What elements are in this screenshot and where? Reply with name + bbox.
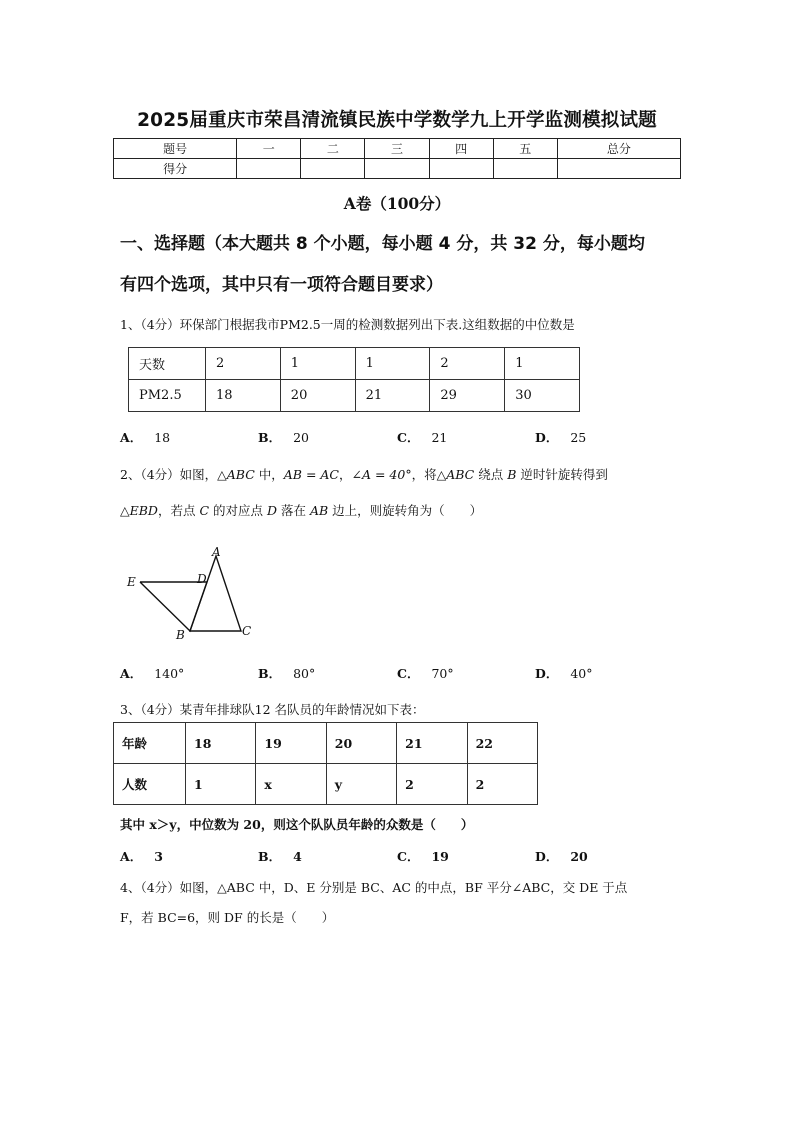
- label-e: E: [127, 575, 136, 589]
- option-label: A．: [120, 666, 143, 681]
- label-a: A: [212, 545, 221, 559]
- q2-text: 落在: [277, 503, 310, 518]
- score-cell: [301, 159, 365, 179]
- part1-heading-line2: 有四个选项，其中只有一项符合题目要求）: [120, 275, 443, 295]
- option-label: C．: [397, 849, 420, 864]
- option-value: 3: [154, 849, 163, 864]
- option-value: 40°: [570, 666, 593, 681]
- score-header-cell: 总分: [557, 139, 680, 159]
- q1-option-c: [397, 428, 447, 446]
- q2-text: 边上，则旋转角为（ ）: [328, 503, 483, 518]
- score-header-row: [114, 139, 681, 159]
- q2-line1: [120, 465, 608, 483]
- q3-cell: 20: [326, 723, 396, 764]
- option-label: D．: [535, 430, 559, 445]
- score-row-label: 得分: [114, 159, 237, 179]
- q3-option-d: [535, 847, 588, 865]
- option-value: 20: [293, 430, 309, 445]
- q2-text: ，若点: [157, 503, 200, 518]
- q2-text: 2、（4分）如图，: [120, 467, 218, 482]
- q3-cell: 18: [186, 723, 256, 764]
- q2-math: B: [507, 467, 517, 482]
- q2-option-a: [120, 664, 184, 682]
- label-d: D: [197, 572, 207, 586]
- exam-title: 2025届重庆市荣昌清流镇民族中学数学九上开学监测模拟试题: [137, 110, 657, 131]
- q1-cell: PM2.5: [129, 380, 206, 412]
- option-value: 70°: [431, 666, 454, 681]
- q2-text: 中，: [254, 467, 284, 482]
- option-label: A．: [120, 430, 143, 445]
- score-header-cell: 题号: [114, 139, 237, 159]
- option-label: C．: [397, 430, 420, 445]
- option-label: A．: [120, 849, 143, 864]
- score-cell: [557, 159, 680, 179]
- option-value: 19: [431, 849, 449, 864]
- q1-cell: 29: [430, 380, 505, 412]
- score-header-cell: 四: [429, 139, 493, 159]
- q2-text: 逆时针旋转得到: [516, 467, 608, 482]
- option-value: 140°: [154, 666, 185, 681]
- q1-cell: 1: [505, 348, 580, 380]
- q2-math: AB = AC: [283, 467, 339, 482]
- q2-line2: [120, 501, 482, 519]
- option-label: D．: [535, 666, 559, 681]
- q1-option-b: [258, 428, 309, 446]
- q2-text: 绕点: [474, 467, 508, 482]
- q3-cell: 22: [467, 723, 537, 764]
- q3-cell: 21: [397, 723, 467, 764]
- q4-line1: 4、（4分）如图，△ABC 中，D、E 分别是 BC、AC 的中点，BF 平分∠ABC，交 DE 于点: [120, 880, 628, 895]
- q3-option-b: [258, 847, 302, 865]
- q3-cell: 2: [397, 764, 467, 805]
- triangle-ebd: [140, 582, 207, 631]
- option-label: B．: [258, 666, 282, 681]
- q1-cell: 1: [355, 348, 430, 380]
- q3-cell: 人数: [114, 764, 186, 805]
- label-c: C: [242, 624, 252, 638]
- score-header-cell: 一: [237, 139, 301, 159]
- q3-cell: 1: [186, 764, 256, 805]
- q1-cell: 2: [206, 348, 281, 380]
- q2-text: ，: [339, 467, 352, 482]
- q2-option-c: [397, 664, 454, 682]
- q3-cell: y: [326, 764, 396, 805]
- q2-figure: [120, 545, 260, 645]
- q3-option-c: [397, 847, 449, 865]
- score-input-row: [114, 159, 681, 179]
- option-value: 18: [154, 430, 171, 445]
- option-value: 80°: [293, 666, 316, 681]
- q1-cell: 21: [355, 380, 430, 412]
- q4-line2: F，若 BC=6，则 DF 的长是（ ）: [120, 910, 335, 925]
- option-value: 25: [570, 430, 587, 445]
- q2-math: △ABC: [217, 467, 255, 482]
- option-value: 4: [293, 849, 302, 864]
- q3-cell: x: [256, 764, 326, 805]
- q2-math: C: [199, 503, 210, 518]
- q2-math: △ABC: [436, 467, 475, 482]
- option-label: C．: [397, 666, 420, 681]
- q2-text: ，将: [411, 467, 437, 482]
- q1-table-row: [129, 380, 580, 412]
- q2-text: 的对应点: [209, 503, 267, 518]
- q1-cell: 天数: [129, 348, 206, 380]
- score-header-cell: 三: [365, 139, 429, 159]
- option-label: B．: [258, 849, 282, 864]
- q1-table: [128, 347, 580, 412]
- q1-table-row: [129, 348, 580, 380]
- score-cell: [365, 159, 429, 179]
- triangle-abc: [190, 556, 241, 631]
- q3-table: [113, 722, 538, 805]
- score-table: [113, 138, 681, 179]
- option-label: B．: [258, 430, 282, 445]
- q3-table-row: [114, 723, 538, 764]
- q1-cell: 1: [280, 348, 355, 380]
- q3-cell: 年龄: [114, 723, 186, 764]
- q3-text: 3、（4分）某青年排球队12 名队员的年龄情况如下表：: [120, 702, 425, 717]
- q2-option-b: [258, 664, 315, 682]
- q3-followup: 其中 x＞y，中位数为 20，则这个队队员年龄的众数是（ ）: [120, 817, 474, 832]
- q3-cell: 2: [467, 764, 537, 805]
- q1-cell: 2: [430, 348, 505, 380]
- q2-option-d: [535, 664, 593, 682]
- label-b: B: [176, 628, 185, 642]
- option-label: D．: [535, 849, 559, 864]
- section-a-heading: A卷（100分）: [343, 194, 451, 213]
- score-header-cell: 五: [493, 139, 557, 159]
- q2-math: D: [266, 503, 277, 518]
- q3-table-row: [114, 764, 538, 805]
- q1-option-d: [535, 428, 586, 446]
- q1-option-a: [120, 428, 170, 446]
- option-value: 21: [431, 430, 448, 445]
- option-value: 20: [570, 849, 588, 864]
- score-header-cell: 二: [301, 139, 365, 159]
- q1-cell: 30: [505, 380, 580, 412]
- score-cell: [237, 159, 301, 179]
- q2-math: △EBD: [120, 503, 158, 518]
- score-cell: [493, 159, 557, 179]
- score-cell: [429, 159, 493, 179]
- part1-heading-line1: 一、选择题（本大题共 8 个小题，每小题 4 分，共 32 分，每小题均: [120, 234, 645, 254]
- q2-math: ∠A = 40°: [351, 467, 412, 482]
- q1-text: 1、（4分）环保部门根据我市PM2.5一周的检测数据列出下表.这组数据的中位数是: [120, 317, 575, 332]
- q3-option-a: [120, 847, 163, 865]
- q2-math: AB: [309, 503, 329, 518]
- q1-cell: 20: [280, 380, 355, 412]
- q1-cell: 18: [206, 380, 281, 412]
- q3-cell: 19: [256, 723, 326, 764]
